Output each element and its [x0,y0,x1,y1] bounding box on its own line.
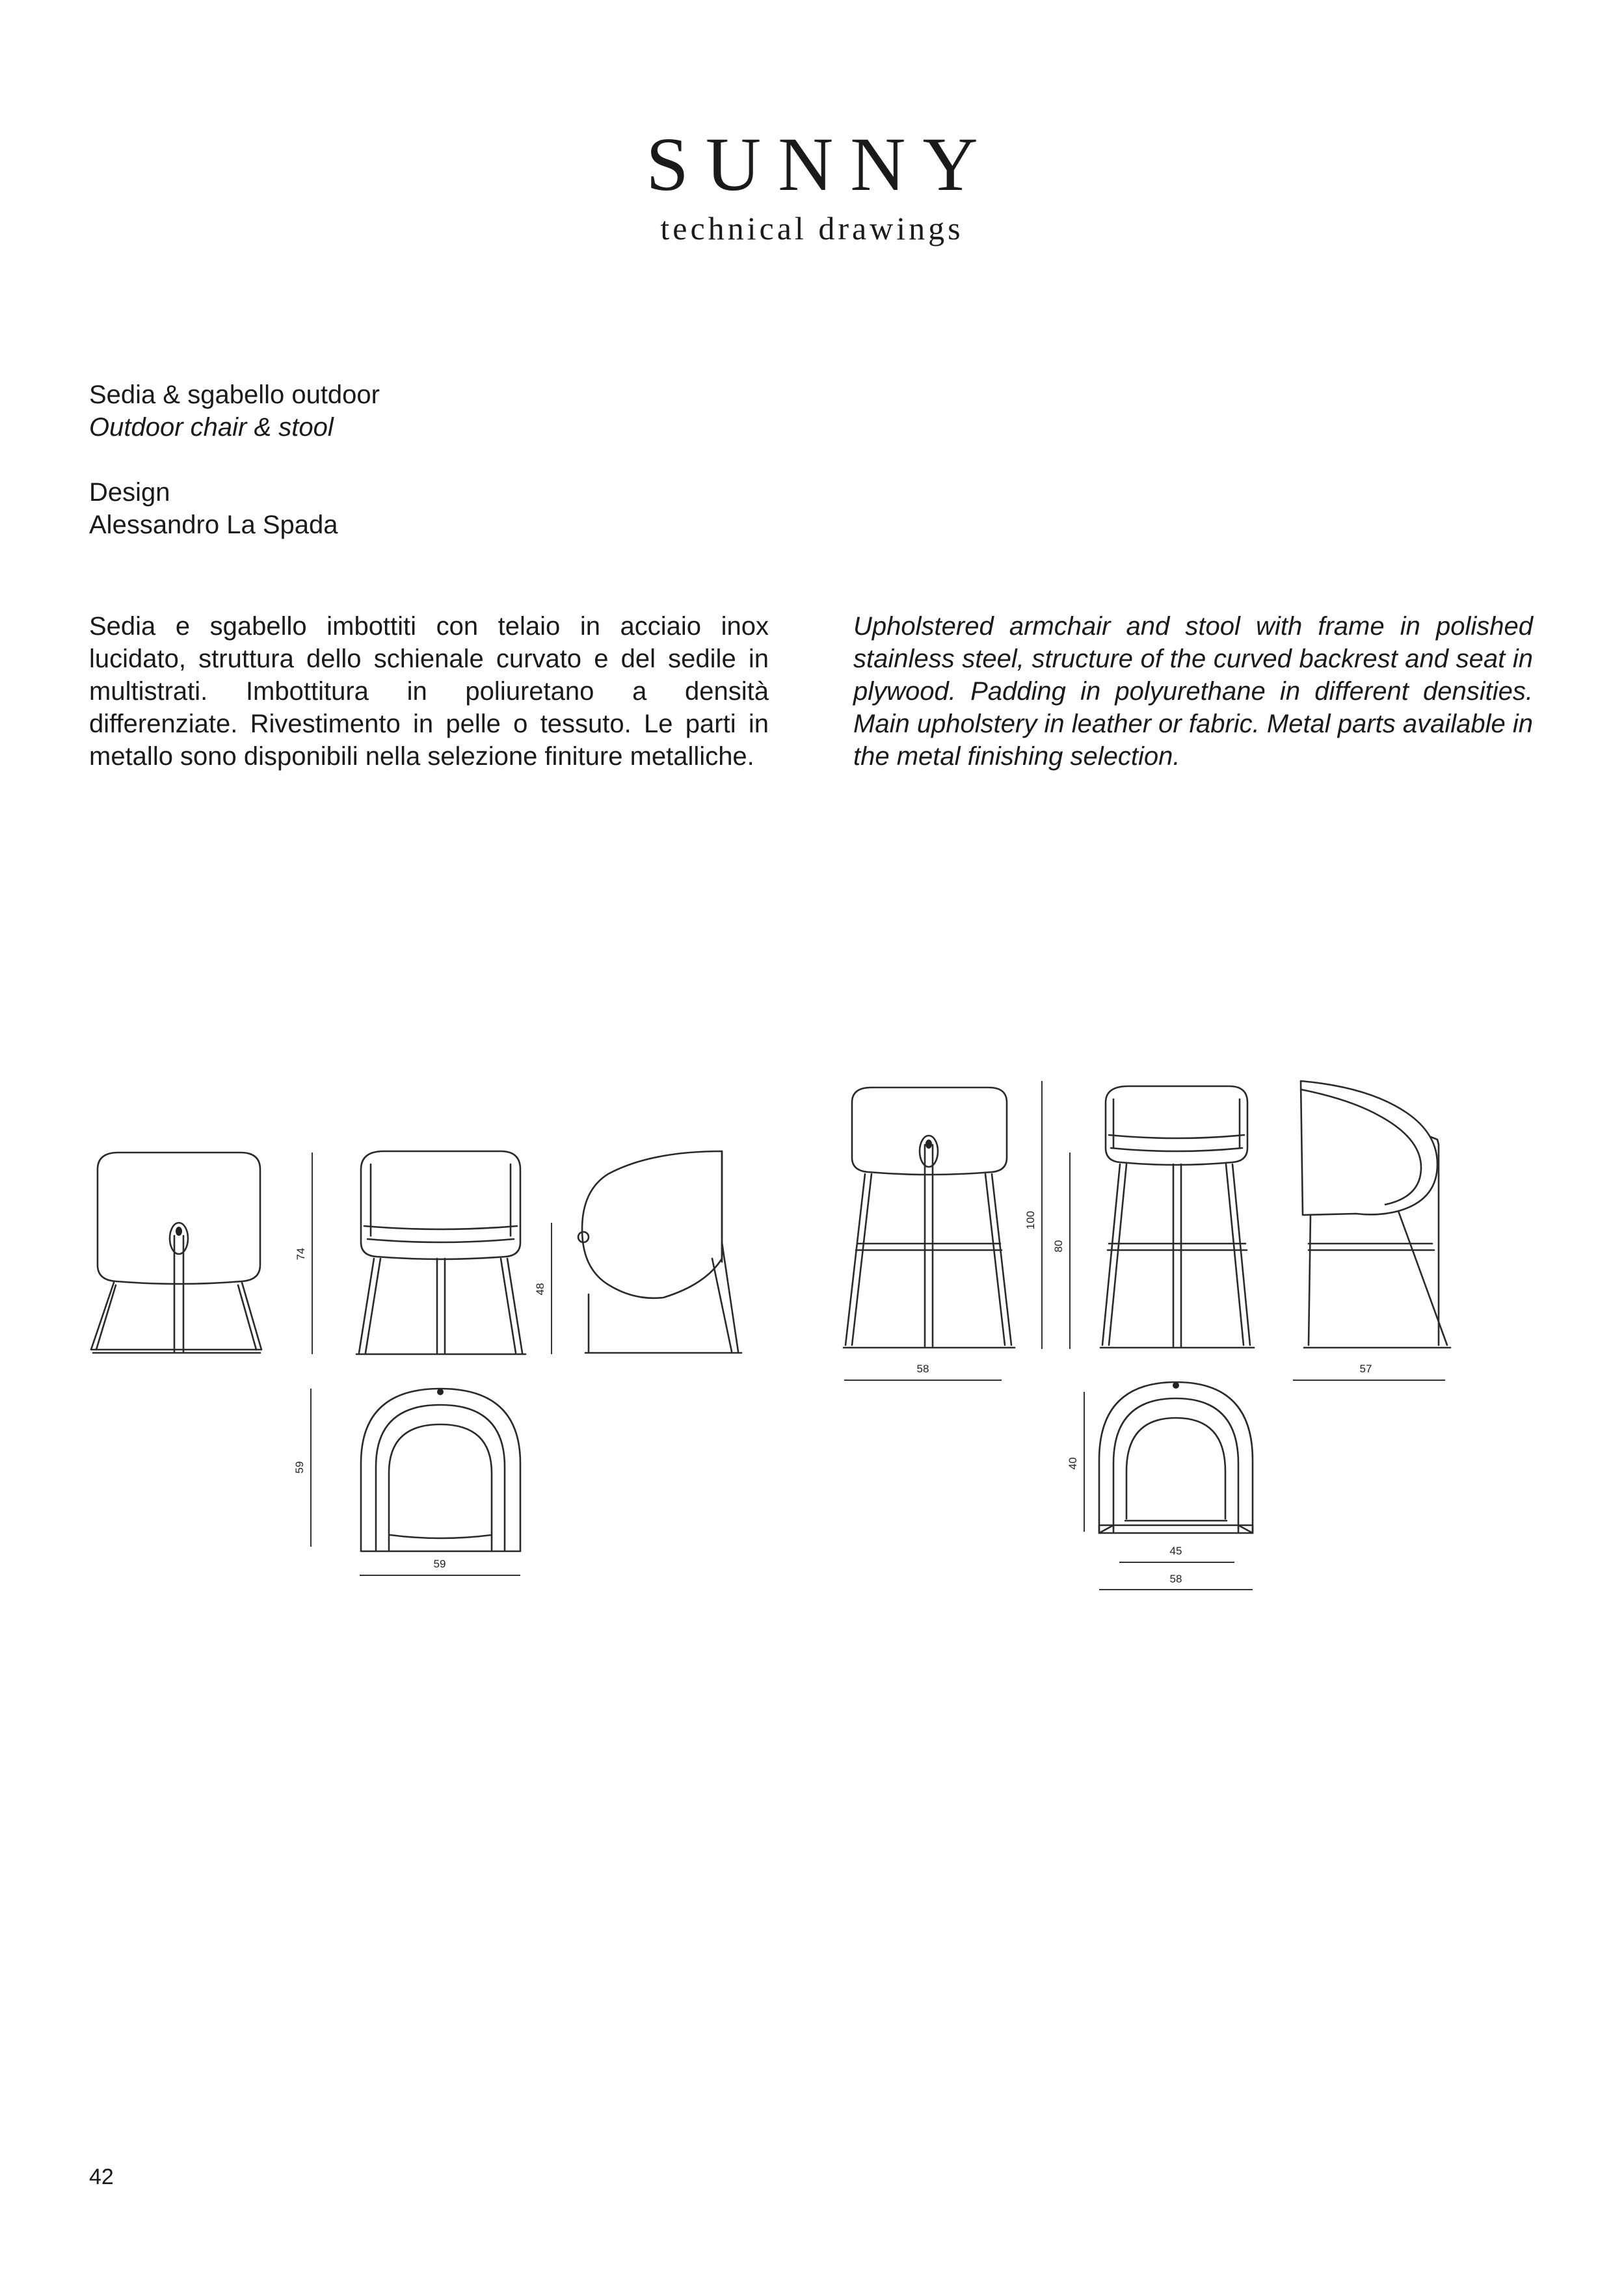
description-italian: Sedia e sgabello imbottiti con telaio in acciaio inox lucidato, struttura dello schienale curvato e del sedile in multistrati. Imbottitura in poliuretano a densità differenziate. Rivestimento in pelle o tessuto. Le parti in metallo sono disponibili nella selezione finiture metalliche. [89,612,769,771]
stool-overall-width-label: 58 [1169,1573,1182,1585]
chair-seat-height-label: 48 [534,1283,546,1296]
chair-seat-height-dimension [534,1223,552,1354]
stool-side-view [1301,1081,1450,1348]
product-name-italian: Sedia & sgabello outdoor [89,380,380,409]
chair-front-view [356,1151,526,1354]
stool-front-width-label: 58 [916,1363,929,1375]
stool-seat-height-label: 80 [1052,1240,1065,1253]
designer-name: Alessandro La Spada [89,511,338,539]
chair-width-label: 59 [433,1558,446,1570]
stool-rear-view [844,1087,1015,1348]
chair-depth-dimension [293,1389,311,1547]
stool-seat-depth-label: 40 [1067,1457,1079,1470]
stool-seat-depth-dimension [1067,1392,1084,1532]
chair-top-view [361,1389,520,1551]
chair-depth-label: 59 [293,1461,306,1474]
description-english: Upholstered armchair and stool with frame in polished stainless steel, structure of the curved backrest and seat in plywood. Padding in polyurethane in different densities. Main upholstery in leather or fabric. Metal parts available in the metal finishing selection. [853,612,1533,771]
stool-top-view [1099,1382,1253,1533]
chair-height-label: 74 [295,1247,307,1261]
stool-seat-height-dimension [1052,1153,1070,1349]
stool-height-dimension [1024,1081,1042,1349]
stool-seat-width-label: 45 [1169,1545,1182,1557]
page-title: SUNNY [646,122,995,207]
stool-side-depth-dimension [1293,1363,1445,1380]
chair-side-view [578,1151,741,1353]
stool-front-view [1100,1086,1254,1348]
page-number: 42 [89,2165,114,2189]
stool-overall-width-dimension [1099,1573,1253,1590]
chair-height-dimension [295,1153,312,1354]
stool-height-label: 100 [1024,1210,1037,1230]
stool-front-width-dimension [844,1363,1002,1380]
product-name-english: Outdoor chair & stool [89,413,334,442]
page-subtitle: technical drawings [660,210,964,247]
design-label: Design [89,478,170,507]
chair-width-dimension [360,1558,520,1575]
stool-seat-width-dimension [1119,1545,1234,1562]
stool-side-depth-label: 57 [1359,1363,1372,1375]
chair-rear-view [91,1153,261,1353]
